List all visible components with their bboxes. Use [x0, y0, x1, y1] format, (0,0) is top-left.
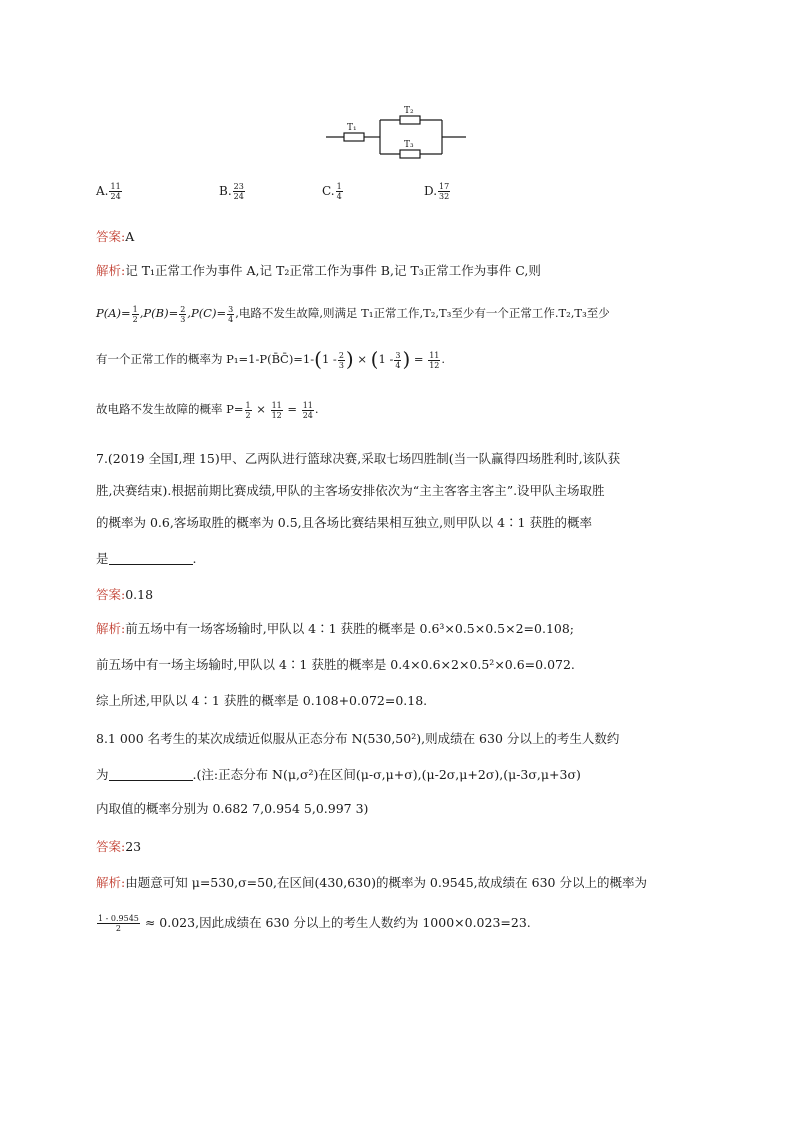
option-a	[96, 182, 123, 201]
option-c-label: C.	[322, 184, 335, 198]
q6-analysis-label: 解析:	[96, 263, 126, 278]
q6-analysis-text-2: ,电路不发生故障,则满足 T₁正常工作,T₂,T₃至少有一个正常工作.T₂,T₃至少	[235, 306, 610, 320]
q8-answer-value: 23	[125, 839, 142, 854]
circuit-label-t1: T₁	[347, 123, 357, 133]
option-a-den: 24	[110, 192, 121, 201]
option-b-fraction	[233, 182, 245, 201]
q6-analysis-line-3: 有一个正常工作的概率为 P₁=1-P(B̄C̄)=1-(1 - $\frac{2}{3}$ ) × (1 - $\frac{3}{4}$ ) = $\frac{11}{12}$ .	[96, 347, 446, 371]
q6-analysis-text-4: 故电路不发生故障的概率 P=	[96, 402, 244, 416]
circuit-label-t3: T₃	[404, 140, 414, 150]
q8-answer	[96, 838, 141, 856]
q8-line-1: 8.1 000 名考生的某次成绩近似服从正态分布 N(530,50²),则成绩在 630 分以上的考生人数约	[96, 731, 620, 746]
q7-analysis-label: 解析:	[96, 621, 126, 636]
q6-answer-label: 答案:	[96, 229, 126, 244]
q7-analysis-line-3: 综上所述,甲队以 4∶1 获胜的概率是 0.108+0.072=0.18.	[96, 693, 428, 708]
q6-analysis-line-1	[96, 262, 541, 280]
q8-line-3: 内取值的概率分别为 0.682 7,0.954 5,0.997 3)	[96, 801, 369, 816]
option-c-den: 4	[336, 192, 342, 201]
q6-analysis-line-2: P(A)= $\frac{1}{2}$ ,P(B)= $\frac{2}{3}$ ,P(C)= $\frac{3}{4}$ ,电路不发生故障,则满足 T₁正常工作,T₂,T₃至少有一个正常工作.T₂,T₃至少	[96, 304, 610, 324]
q8-analysis-line-1	[96, 874, 647, 892]
circuit-label-t2: T₂	[404, 106, 414, 116]
q7-answer-blank	[109, 552, 193, 565]
q7-analysis-line-2: 前五场中有一场主场输时,甲队以 4∶1 获胜的概率是 0.4×0.6×2×0.5²×0.6=0.072.	[96, 657, 575, 672]
q8-answer-label: 答案:	[96, 839, 126, 854]
q8-line-2	[96, 766, 581, 784]
q7-answer	[96, 586, 153, 604]
q6-pb: ,P(B)=	[139, 306, 179, 320]
q7-analysis-line-1	[96, 620, 574, 638]
q8-analysis-line-2	[96, 914, 531, 933]
q8-fraction	[97, 914, 140, 933]
q6-analysis-text-3: 有一个正常工作的概率为 P₁=1-P(B̄C̄)=1-	[96, 352, 315, 366]
q7-line-3: 的概率为 0.6,客场取胜的概率为 0.5,且各场比赛结果相互独立,则甲队以 4∶1 获胜的概率	[96, 515, 592, 530]
option-d	[424, 182, 451, 201]
q6-analysis-text-1: 记 T₁正常工作为事件 A,记 T₂正常工作为事件 B,记 T₃正常工作为事件 C,则	[125, 263, 541, 278]
option-c	[322, 182, 344, 201]
q8-analysis-text-1: 由题意可知 μ=530,σ=50,在区间(430,630)的概率为 0.9545,故成绩在 630 分以上的概率为	[125, 875, 647, 890]
option-c-num: 1	[336, 182, 342, 191]
option-b-num: 23	[233, 182, 244, 191]
q7-line-1: 7.(2019 全国Ⅰ,理 15)甲、乙两队进行篮球决赛,采取七场四胜制(当一队赢得四场胜利时,该队获	[96, 451, 621, 466]
q8-line-2-head: 为	[96, 767, 109, 782]
q6-answer-value: A	[125, 229, 135, 244]
option-a-fraction	[109, 182, 121, 201]
q8-analysis-text-2: ≈ 0.023,因此成绩在 630 分以上的考生人数约为 1000×0.023=23.	[144, 915, 531, 930]
q7-analysis-text-1: 前五场中有一场客场输时,甲队以 4∶1 获胜的概率是 0.6³×0.5×0.5×2=0.108;	[125, 621, 575, 636]
q7-line-4-tail: .	[192, 551, 197, 566]
q8-analysis-label: 解析:	[96, 875, 126, 890]
option-d-label: D.	[424, 184, 438, 198]
q8-line-2-tail: .(注:正态分布 N(μ,σ²)在区间(μ-σ,μ+σ),(μ-2σ,μ+2σ),(μ-3σ,μ+3σ)	[192, 767, 581, 782]
q7-line-4	[96, 550, 197, 568]
option-b	[219, 182, 246, 201]
q7-line-2: 胜,决赛结束).根据前期比赛成绩,甲队的主客场安排依次为“主主客客主客主”.设甲队主场取胜	[96, 483, 605, 498]
q8-fraction-den: 2	[115, 924, 121, 933]
q6-analysis-text-3-end: .	[441, 352, 446, 366]
option-c-fraction	[336, 182, 343, 201]
q6-pc: ,P(C)=	[187, 306, 227, 320]
q8-answer-blank	[109, 768, 193, 781]
q6-pa: P(A)=	[96, 306, 131, 320]
option-d-num: 17	[439, 182, 450, 191]
q7-answer-label: 答案:	[96, 587, 126, 602]
option-a-num: 11	[110, 182, 121, 191]
option-b-den: 24	[233, 192, 244, 201]
circuit-diagram	[322, 100, 472, 162]
option-d-fraction	[438, 182, 450, 201]
q6-analysis-line-4: 故电路不发生故障的概率 P= $\frac{1}{2}$ × $\frac{11}{12}$ = $\frac{11}{24}$ .	[96, 400, 319, 420]
q6-analysis-text-4-end: .	[314, 402, 319, 416]
option-d-den: 32	[439, 192, 450, 201]
q7-line-4-head: 是	[96, 551, 109, 566]
q6-answer	[96, 228, 134, 246]
option-b-label: B.	[219, 184, 232, 198]
option-a-label: A.	[96, 184, 109, 198]
q7-answer-value: 0.18	[125, 587, 154, 602]
q8-fraction-num: 1 - 0.9545	[98, 914, 139, 923]
